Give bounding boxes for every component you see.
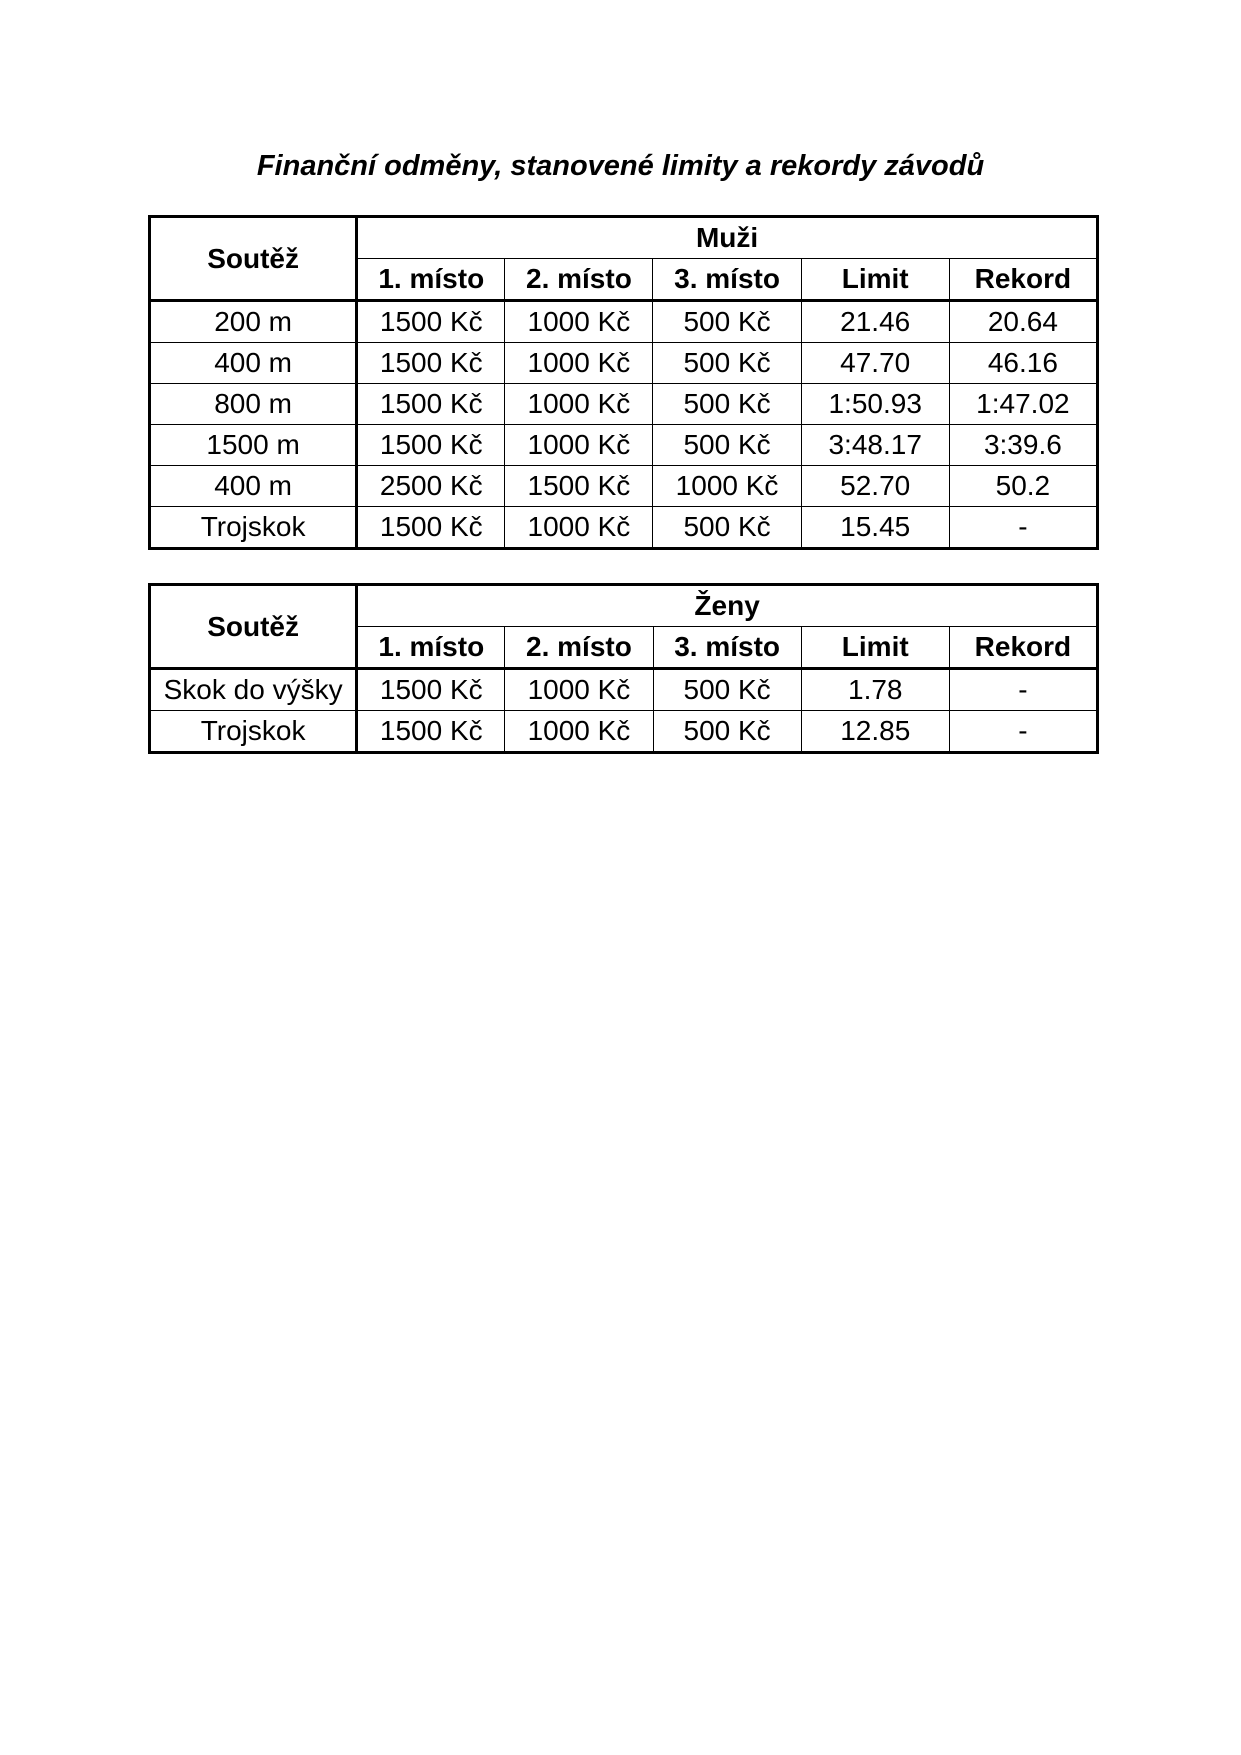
first-place-cell: 1500 Kč [357, 507, 505, 549]
second-place-cell: 1000 Kč [505, 384, 653, 425]
limit-cell: 12.85 [801, 711, 949, 753]
second-place-cell: 1000 Kč [505, 301, 653, 343]
first-place-header: 1. místo [357, 627, 505, 669]
second-place-cell: 1500 Kč [505, 466, 653, 507]
limit-cell: 1:50.93 [801, 384, 949, 425]
first-place-cell: 1500 Kč [357, 343, 505, 384]
second-place-cell: 1000 Kč [505, 711, 653, 753]
table-row [150, 301, 1098, 343]
second-place-header: 2. místo [505, 259, 653, 301]
page-title: Finanční odměny, stanovené limity a rekordy závodů [256, 150, 985, 182]
third-place-cell: 500 Kč [653, 343, 801, 384]
limit-cell: 52.70 [801, 466, 949, 507]
third-place-cell: 1000 Kč [653, 466, 801, 507]
event-cell: 400 m [150, 343, 357, 384]
women-results-table [148, 583, 1099, 754]
second-place-cell: 1000 Kč [505, 425, 653, 466]
limit-header: Limit [801, 627, 949, 669]
record-cell: - [949, 507, 1097, 549]
third-place-cell: 500 Kč [653, 507, 801, 549]
women-group-header: Ženy [357, 585, 1098, 627]
record-cell: - [949, 669, 1097, 711]
first-place-cell: 1500 Kč [357, 425, 505, 466]
men-group-header-row [150, 217, 1098, 259]
record-cell: 3:39.6 [949, 425, 1097, 466]
women-group-header-row [150, 585, 1098, 627]
table-row [150, 669, 1098, 711]
first-place-cell: 2500 Kč [357, 466, 505, 507]
limit-cell: 47.70 [801, 343, 949, 384]
event-column-header: Soutěž [150, 585, 357, 669]
second-place-cell: 1000 Kč [505, 507, 653, 549]
limit-cell: 21.46 [801, 301, 949, 343]
third-place-cell: 500 Kč [653, 711, 801, 753]
second-place-cell: 1000 Kč [505, 669, 653, 711]
limit-header: Limit [801, 259, 949, 301]
men-results-table [148, 215, 1099, 550]
event-cell: Trojskok [150, 507, 357, 549]
limit-cell: 3:48.17 [801, 425, 949, 466]
second-place-cell: 1000 Kč [505, 343, 653, 384]
event-column-header: Soutěž [150, 217, 357, 301]
limit-cell: 1.78 [801, 669, 949, 711]
table-row [150, 711, 1098, 753]
table-row [150, 466, 1098, 507]
first-place-cell: 1500 Kč [357, 669, 505, 711]
event-cell: Trojskok [150, 711, 357, 753]
table-row [150, 425, 1098, 466]
record-cell: 50.2 [949, 466, 1097, 507]
table-row [150, 507, 1098, 549]
third-place-cell: 500 Kč [653, 669, 801, 711]
event-cell: 1500 m [150, 425, 357, 466]
record-cell: 1:47.02 [949, 384, 1097, 425]
second-place-header: 2. místo [505, 627, 653, 669]
first-place-cell: 1500 Kč [357, 711, 505, 753]
record-cell: - [949, 711, 1097, 753]
first-place-cell: 1500 Kč [357, 301, 505, 343]
limit-cell: 15.45 [801, 507, 949, 549]
record-cell: 46.16 [949, 343, 1097, 384]
record-header: Rekord [949, 627, 1097, 669]
first-place-cell: 1500 Kč [357, 384, 505, 425]
third-place-header: 3. místo [653, 259, 801, 301]
event-cell: 200 m [150, 301, 357, 343]
third-place-cell: 500 Kč [653, 384, 801, 425]
event-cell: Skok do výšky [150, 669, 357, 711]
record-cell: 20.64 [949, 301, 1097, 343]
table-row [150, 343, 1098, 384]
third-place-cell: 500 Kč [653, 425, 801, 466]
record-header: Rekord [949, 259, 1097, 301]
event-cell: 800 m [150, 384, 357, 425]
first-place-header: 1. místo [357, 259, 505, 301]
third-place-cell: 500 Kč [653, 301, 801, 343]
men-group-header: Muži [357, 217, 1098, 259]
table-row [150, 384, 1098, 425]
third-place-header: 3. místo [653, 627, 801, 669]
event-cell: 400 m [150, 466, 357, 507]
